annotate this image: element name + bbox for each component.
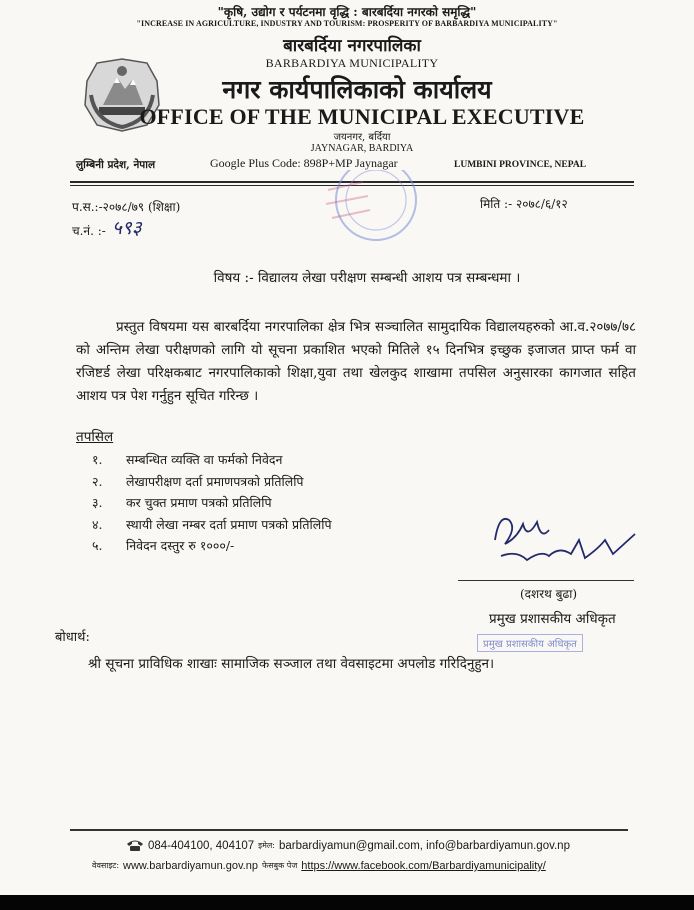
designation-stamp: प्रमुख प्रशासकीय अधिकृत xyxy=(477,634,583,652)
list-item xyxy=(92,494,332,516)
website-label: वेवसाइट: xyxy=(92,861,120,870)
signer-title: प्रमुख प्रशासकीय अधिकृत xyxy=(489,611,616,627)
office-seal-stamp xyxy=(318,170,428,260)
attachments-list xyxy=(92,451,332,559)
list-item xyxy=(92,451,332,473)
office-name-english: OFFICE OF THE MUNICIPAL EXECUTIVE xyxy=(139,104,585,129)
handwritten-signature xyxy=(487,510,637,580)
reference-number: प.स.:-२०७८/७९ (शिक्षा) xyxy=(72,200,181,214)
cc-label: बोधार्थ: xyxy=(55,630,90,645)
signer-name: (दशरथ बुढा) xyxy=(520,587,578,601)
municipality-name-english: BARBARDIYA MUNICIPALITY xyxy=(265,56,439,70)
dispatch-number-handwritten: ५९३ xyxy=(112,217,142,239)
phone-numbers: 084-404100, 404107 xyxy=(148,839,255,852)
list-item xyxy=(92,537,332,559)
list-item xyxy=(92,516,332,538)
list-item-number: ३. xyxy=(92,495,103,510)
list-item-number: २. xyxy=(92,473,103,489)
address-english: JAYNAGAR, BARDIYA xyxy=(310,143,414,154)
list-item-text: लेखापरीक्षण दर्ता प्रमाणपत्रको प्रतिलिपि xyxy=(126,473,304,489)
list-item-text: स्थायी लेखा नम्बर दर्ता प्रमाण पत्रको प्रतिलिपि xyxy=(126,516,332,532)
attachments-heading: तपसिल xyxy=(76,429,114,445)
screen-bottom-bar xyxy=(0,895,694,910)
footer-contact-line xyxy=(126,839,570,852)
list-item-number: ४. xyxy=(92,516,103,532)
document-date: मिति :- २०७८/६/१२ xyxy=(480,197,568,211)
email-label: इमेल: xyxy=(258,841,275,850)
facebook-link[interactable]: https://www.facebook.com/Barbardiyamunicipality/ xyxy=(301,860,546,872)
list-item xyxy=(92,473,332,495)
footer-divider xyxy=(70,829,628,831)
plus-code: Google Plus Code: 898P+MP Jaynagar xyxy=(210,156,398,170)
email-addresses[interactable]: barbardiyamun@gmail.com, info@barbardiyamun.gov.np xyxy=(279,839,570,852)
province-english: LUMBINI PROVINCE, NEPAL xyxy=(454,160,587,170)
notice-body: प्रस्तुत विषयमा यस बारबर्दिया नगरपालिका क्षेत्र भित्र सञ्चालित सामुदायिक विद्यालयहरुको आ.व.२०७७/७८ को अन्तिम लेखा परीक्षणको लागि यो सूचना प्रकाशित भएको मितिले १५ दिनभित्र इच्छुक इजाजत प्राप्त फर्म वा रजिष्टर्ड लेखा परिक्षकबाट नगरपालिकाको शिक्षा,युवा तथा खेलकुद शाखामा तपसिल अनुसारका कागजात सहित आशय पत्र पेश गर्नुहुन सूचित गरिन्छ । xyxy=(76,319,636,404)
address-nepali: जयनगर, बर्दिया xyxy=(333,132,391,143)
slogan-nepali: "कृषि, उद्योग र पर्यटनमा वृद्धि : बारबर्दिया नगरको समृद्धि" xyxy=(217,5,477,19)
footer-web-line xyxy=(92,860,546,872)
province-nepali: लुम्बिनी प्रदेश, नेपाल xyxy=(76,159,156,171)
municipality-name-nepali: बारबर्दिया नगरपालिका xyxy=(283,36,421,56)
cc-text: श्री सूचना प्राविधिक शाखाः सामाजिक सञ्जाल तथा वेवसाइटमा अपलोड गरिदिनुहुन। xyxy=(88,656,495,672)
slogan-english: "INCREASE IN AGRICULTURE, INDUSTRY AND TOURISM: PROSPERITY OF BARBARDIYA MUNICIPALITY" xyxy=(136,19,558,28)
office-name-nepali: नगर कार्यपालिकाको कार्यालय xyxy=(222,75,492,104)
list-item-text: कर चुक्त प्रमाण पत्रको प्रतिलिपि xyxy=(126,495,272,510)
signature-line xyxy=(458,580,634,581)
subject-line: विषय :- विद्यालय लेखा परीक्षण सम्बन्धी आशय पत्र सम्बन्धमा । xyxy=(213,270,521,286)
list-item-number: १. xyxy=(92,452,103,467)
facebook-label: फेसबुक पेज xyxy=(261,861,298,870)
phone-icon xyxy=(126,839,144,852)
dispatch-number-label: च.नं. :- xyxy=(72,224,106,238)
list-item-number: ५. xyxy=(92,538,103,553)
list-item-text: निवेदन दस्तुर रु १०००/- xyxy=(126,538,235,553)
website-link[interactable]: www.barbardiyamun.gov.np xyxy=(123,860,258,872)
list-item-text: सम्बन्धित व्यक्ति वा फर्मको निवेदन xyxy=(126,452,283,467)
